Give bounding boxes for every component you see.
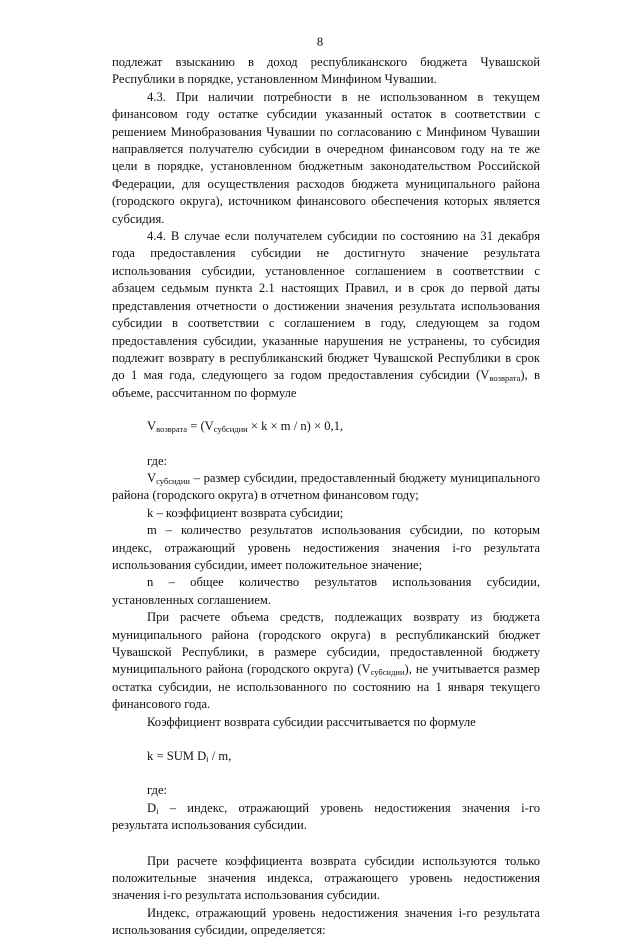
page-number: 8 [316, 35, 324, 49]
where-label-1: где: [147, 453, 168, 468]
formula1-lhs-subscript: возврата [156, 424, 188, 435]
paragraph-index-definition: Индекс, отражающий уровень недостижения значения i-го результата использования субсидии, определяется: [112, 905, 540, 938]
formula2-tail: / m, [208, 749, 232, 764]
definition-d: $D_i$ – индекс, отражающий уровень недостижения значения i-го результата использования субсидии. [112, 800, 540, 833]
def-d-text: – индекс, отражающий уровень недостижения значения i-го результата использования субсидии. [112, 800, 540, 833]
paragraph-calculation [112, 609, 540, 713]
formula1-mid: = (V [187, 419, 214, 434]
def-v-text: – размер субсидии, предоставленный бюджету муниципального района (городского округа) в отчетном финансовом году; [112, 470, 540, 503]
definition-m: m – количество результатов использования субсидии, по которым индекс, отражающий уровень недостижения значения i-го результата использования субсидии, имеет положительное значение; [112, 523, 540, 572]
def-v-subscript: субсидии [156, 475, 190, 486]
formula-coefficient [112, 748, 540, 765]
definition-v-subsidy: $V_{субсидии}$ – размер субсидии, предоставленный бюджету муниципального района (городского округа) в отчетном финансовом году; [112, 470, 540, 503]
definition-n: n – общее количество результатов использования субсидии, установленных соглашением. [112, 575, 540, 607]
formula2-subscript: i [206, 754, 209, 765]
definition-k: k – коэффициент возврата субсидии; [147, 505, 344, 520]
paragraph-calculation-text: При расчете объема средств, подлежащих возврату из бюджета муниципального района (городского округа) в республиканский бюджет Чувашской Республики, в размере субсидии, предоставленной бюджету муниципального района (городского округа) (V [112, 610, 540, 677]
v-return-subscript: возврата [489, 373, 521, 384]
formula1-rhs: × k × m / n) × 0,1, [247, 419, 344, 434]
paragraph-calculation-end: ), не учитывается размер остатка субсидии, не использованного по состоянию на 1 января текущего финансового года. [112, 662, 540, 712]
formula1-inner-subscript: субсидии [213, 424, 248, 435]
paragraph-4-4 [112, 228, 540, 402]
paragraph-4-3: 4.3. При наличии потребности в не использованном в текущем финансовом году остатке субсидии указанный остаток в соответствии с решением Минобразования Чувашии по согласованию с Минфином Чувашии направляется получателю субсидии в очередном финансовом году на те же цели в порядке, установленном бюджетным законодательством Российской Федерации, для осуществления расходов бюджета муниципального района (городского округа), источником финансового обеспечения которых является субсидия. [112, 89, 540, 226]
paragraph-positive-values: При расчете коэффициента возврата субсидии используются только положительные значения индекса, отражающего уровень недостижения значения i-го результата использования субсидии. [112, 853, 540, 903]
document-body [112, 54, 540, 940]
paragraph-continuation: подлежат взысканию в доход республиканского бюджета Чувашской Республики в порядке, установленном Минфином Чувашии. [112, 55, 540, 87]
paragraph-coefficient: Коэффициент возврата субсидии рассчитывается по формуле [147, 714, 476, 729]
def-d-subscript: i [156, 805, 159, 816]
paragraph-4-4-end: ), в объеме, рассчитанном по формуле [112, 368, 540, 400]
formula-return-volume: $V_{возврата} = (V_{субсидии} \times k \times m / n) \times 0,1$, [147, 419, 344, 435]
paragraph-4-4-text: 4.4. В случае если получателем субсидии по состоянию на 31 декабря года предоставления субсидии не достигнуто значение результата использования субсидии, установленное соглашением в соответствии с абзацем седьмым пункта 2.1 настоящих Правил, и в срок до первой даты представления отчетности о достижении значения результата использования субсидии в соответствии с соглашением в году, следующем за годом предоставления субсидии, указанные нарушения не устранены, то субсидия подлежит возврату в республиканский бюджет Чувашской Республики в срок до 1 мая года, следующего за годом предоставления субсидии (V [112, 229, 540, 383]
v-subsidy-subscript: субсидии [370, 667, 405, 678]
formula2-main: k = SUM D [147, 749, 207, 764]
where-label-2: где: [147, 783, 168, 798]
